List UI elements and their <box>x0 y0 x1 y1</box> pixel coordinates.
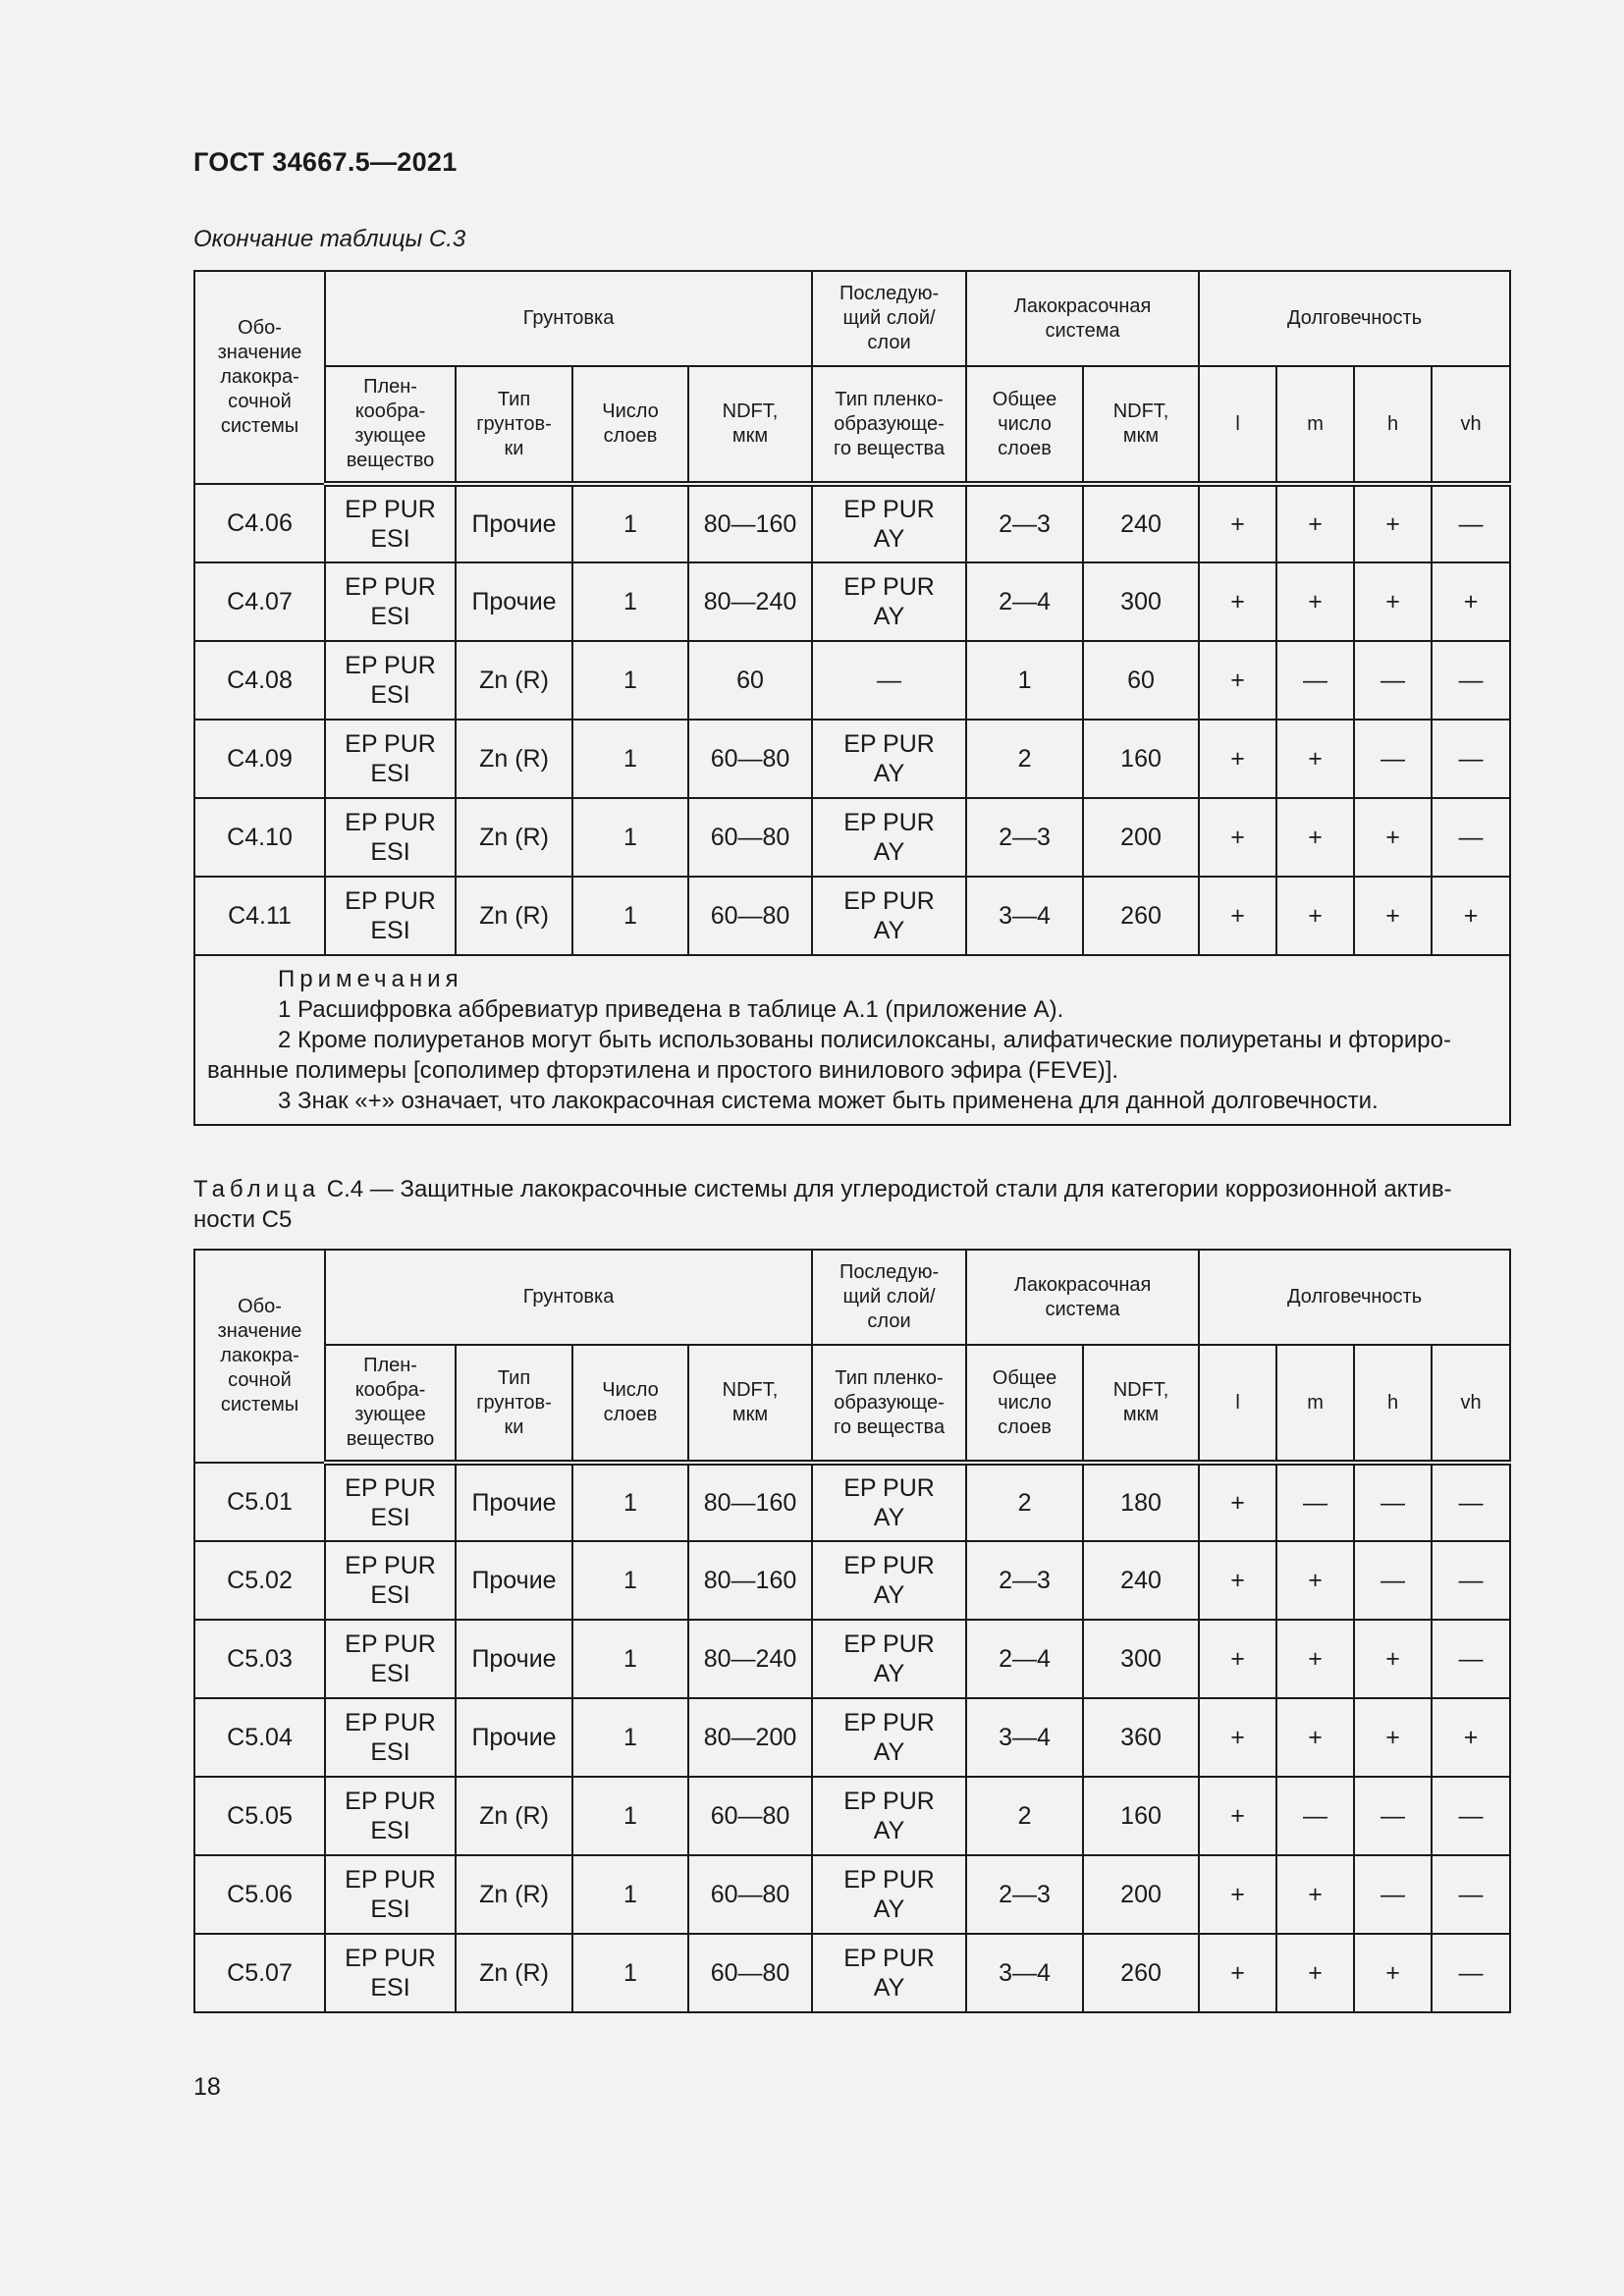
cell-total-ndft: 260 <box>1083 1934 1199 2012</box>
header-total-layers: Общее число слоев <box>966 1345 1083 1463</box>
cell-durability-vh: — <box>1432 1934 1510 2012</box>
cell-durability-vh: — <box>1432 720 1510 798</box>
table-continuation-caption: Окончание таблицы С.3 <box>193 226 466 252</box>
header-durability-vh: vh <box>1432 366 1510 484</box>
cell-durability-h: — <box>1354 1777 1432 1855</box>
cell-subsequent-layer: EP PUR AY <box>812 1777 966 1855</box>
cell-code: C5.04 <box>194 1698 325 1777</box>
table-row <box>194 1541 1510 1620</box>
cell-primer-type: Zn (R) <box>456 720 572 798</box>
cell-primer-type: Zn (R) <box>456 1934 572 2012</box>
cell-durability-m: + <box>1276 484 1354 562</box>
cell-binder: EP PUR ESI <box>325 877 456 955</box>
cell-ndft: 60—80 <box>688 720 812 798</box>
cell-durability-vh: — <box>1432 1620 1510 1698</box>
cell-durability-h: + <box>1354 1934 1432 2012</box>
cell-binder: EP PUR ESI <box>325 484 456 562</box>
cell-layers: 1 <box>572 562 688 641</box>
header-durability-vh: vh <box>1432 1345 1510 1463</box>
cell-durability-vh: — <box>1432 798 1510 877</box>
cell-durability-vh: — <box>1432 1463 1510 1541</box>
cell-durability-h: + <box>1354 798 1432 877</box>
cell-binder: EP PUR ESI <box>325 720 456 798</box>
cell-durability-l: + <box>1199 484 1276 562</box>
cell-durability-m: + <box>1276 1620 1354 1698</box>
cell-layers: 1 <box>572 484 688 562</box>
table-row <box>194 641 1510 720</box>
cell-primer-type: Прочие <box>456 1620 572 1698</box>
cell-layers: 1 <box>572 1620 688 1698</box>
cell-durability-l: + <box>1199 1698 1276 1777</box>
cell-total-layers: 2 <box>966 1463 1083 1541</box>
cell-subsequent-layer: EP PUR AY <box>812 1463 966 1541</box>
header-total-layers: Общее число слоев <box>966 366 1083 484</box>
cell-durability-m: + <box>1276 1541 1354 1620</box>
cell-subsequent-layer: EP PUR AY <box>812 562 966 641</box>
cell-layers: 1 <box>572 1855 688 1934</box>
cell-durability-l: + <box>1199 1541 1276 1620</box>
cell-durability-vh: — <box>1432 641 1510 720</box>
cell-code: C4.11 <box>194 877 325 955</box>
cell-durability-h: + <box>1354 877 1432 955</box>
table-row <box>194 484 1510 562</box>
cell-code: C4.07 <box>194 562 325 641</box>
cell-durability-h: — <box>1354 1541 1432 1620</box>
cell-ndft: 60 <box>688 641 812 720</box>
cell-total-layers: 2—3 <box>966 484 1083 562</box>
cell-subsequent-layer: EP PUR AY <box>812 720 966 798</box>
cell-primer-type: Прочие <box>456 562 572 641</box>
cell-ndft: 60—80 <box>688 798 812 877</box>
cell-primer-type: Zn (R) <box>456 877 572 955</box>
cell-code: C5.02 <box>194 1541 325 1620</box>
header-layers: Число слоев <box>572 366 688 484</box>
cell-durability-m: + <box>1276 562 1354 641</box>
cell-code: C5.05 <box>194 1777 325 1855</box>
header-primer-type: Тип грунтов- ки <box>456 1345 572 1463</box>
table-row <box>194 1463 1510 1541</box>
cell-durability-vh: + <box>1432 562 1510 641</box>
note-3: 3 Знак «+» означает, что лакокрасочная система может быть применена для данной долговечности. <box>278 1088 1379 1114</box>
cell-total-layers: 2—3 <box>966 1541 1083 1620</box>
cell-ndft: 60—80 <box>688 1855 812 1934</box>
header-durability: Долговечность <box>1199 271 1510 366</box>
header-paint-system: Лакокрасочная система <box>966 1250 1199 1345</box>
header-designation: Обо- значение лакокра- сочной системы <box>194 271 325 484</box>
cell-total-layers: 3—4 <box>966 1934 1083 2012</box>
cell-layers: 1 <box>572 1777 688 1855</box>
cell-subsequent-layer: EP PUR AY <box>812 484 966 562</box>
cell-total-layers: 2—4 <box>966 562 1083 641</box>
cell-subsequent-layer: EP PUR AY <box>812 1541 966 1620</box>
cell-primer-type: Прочие <box>456 1541 572 1620</box>
cell-durability-h: — <box>1354 1463 1432 1541</box>
cell-binder: EP PUR ESI <box>325 798 456 877</box>
cell-subsequent-layer: EP PUR AY <box>812 877 966 955</box>
header-primer: Грунтовка <box>325 1250 812 1345</box>
header-durability-l: l <box>1199 366 1276 484</box>
cell-total-ndft: 60 <box>1083 641 1199 720</box>
cell-code: C4.09 <box>194 720 325 798</box>
cell-durability-vh: + <box>1432 1698 1510 1777</box>
cell-ndft: 60—80 <box>688 877 812 955</box>
cell-durability-h: + <box>1354 1698 1432 1777</box>
cell-ndft: 80—240 <box>688 1620 812 1698</box>
cell-durability-m: — <box>1276 1463 1354 1541</box>
cell-primer-type: Zn (R) <box>456 1777 572 1855</box>
cell-durability-h: + <box>1354 484 1432 562</box>
header-subsequent-layer: Последую- щий слой/ слои <box>812 1250 966 1345</box>
cell-total-ndft: 180 <box>1083 1463 1199 1541</box>
cell-total-layers: 2—3 <box>966 798 1083 877</box>
cell-durability-l: + <box>1199 1855 1276 1934</box>
cell-durability-l: + <box>1199 798 1276 877</box>
header-total-ndft: NDFT, мкм <box>1083 1345 1199 1463</box>
cell-subsequent-layer: EP PUR AY <box>812 1698 966 1777</box>
cell-ndft: 60—80 <box>688 1934 812 2012</box>
cell-durability-vh: — <box>1432 1855 1510 1934</box>
cell-durability-m: + <box>1276 1934 1354 2012</box>
cell-total-layers: 1 <box>966 641 1083 720</box>
cell-durability-l: + <box>1199 1777 1276 1855</box>
cell-layers: 1 <box>572 1463 688 1541</box>
header-ndft: NDFT, мкм <box>688 366 812 484</box>
cell-total-ndft: 300 <box>1083 562 1199 641</box>
cell-durability-m: + <box>1276 877 1354 955</box>
header-designation: Обо- значение лакокра- сочной системы <box>194 1250 325 1463</box>
cell-primer-type: Zn (R) <box>456 798 572 877</box>
cell-total-ndft: 260 <box>1083 877 1199 955</box>
cell-durability-l: + <box>1199 641 1276 720</box>
cell-total-ndft: 240 <box>1083 1541 1199 1620</box>
table-row <box>194 1855 1510 1934</box>
cell-layers: 1 <box>572 641 688 720</box>
cell-durability-vh: — <box>1432 484 1510 562</box>
cell-binder: EP PUR ESI <box>325 1698 456 1777</box>
cell-layers: 1 <box>572 798 688 877</box>
cell-total-ndft: 160 <box>1083 720 1199 798</box>
cell-binder: EP PUR ESI <box>325 1620 456 1698</box>
cell-durability-vh: — <box>1432 1541 1510 1620</box>
cell-binder: EP PUR ESI <box>325 1934 456 2012</box>
header-durability: Долговечность <box>1199 1250 1510 1345</box>
cell-total-layers: 3—4 <box>966 1698 1083 1777</box>
cell-code: C5.07 <box>194 1934 325 2012</box>
header-paint-system: Лакокрасочная система <box>966 271 1199 366</box>
cell-durability-vh: + <box>1432 877 1510 955</box>
cell-ndft: 80—160 <box>688 1541 812 1620</box>
cell-primer-type: Zn (R) <box>456 641 572 720</box>
cell-durability-m: + <box>1276 798 1354 877</box>
header-durability-m: m <box>1276 1345 1354 1463</box>
header-primer: Грунтовка <box>325 271 812 366</box>
table-row <box>194 720 1510 798</box>
cell-layers: 1 <box>572 1698 688 1777</box>
header-binder: Плен- кообра- зующее вещество <box>325 366 456 484</box>
cell-layers: 1 <box>572 720 688 798</box>
cell-binder: EP PUR ESI <box>325 562 456 641</box>
cell-binder: EP PUR ESI <box>325 1855 456 1934</box>
cell-subsequent-layer: — <box>812 641 966 720</box>
table-row <box>194 1934 1510 2012</box>
cell-durability-m: — <box>1276 1777 1354 1855</box>
table-c4-caption-prefix: Таблица <box>193 1176 321 1202</box>
cell-binder: EP PUR ESI <box>325 1777 456 1855</box>
document-title: ГОСТ 34667.5—2021 <box>193 147 458 177</box>
cell-layers: 1 <box>572 1934 688 2012</box>
cell-durability-l: + <box>1199 877 1276 955</box>
cell-durability-l: + <box>1199 1463 1276 1541</box>
header-durability-h: h <box>1354 1345 1432 1463</box>
cell-total-ndft: 360 <box>1083 1698 1199 1777</box>
cell-durability-m: + <box>1276 1698 1354 1777</box>
cell-total-ndft: 160 <box>1083 1777 1199 1855</box>
cell-code: C4.06 <box>194 484 325 562</box>
cell-binder: EP PUR ESI <box>325 1463 456 1541</box>
cell-layers: 1 <box>572 1541 688 1620</box>
cell-durability-h: — <box>1354 1855 1432 1934</box>
table-row <box>194 877 1510 955</box>
cell-subsequent-layer: EP PUR AY <box>812 1934 966 2012</box>
cell-primer-type: Zn (R) <box>456 1855 572 1934</box>
table-c4-caption-text: С.4 — Защитные лакокрасочные системы для углеродистой стали для категории коррозионной актив-ности С5 <box>193 1176 1452 1233</box>
cell-subsequent-layer: EP PUR AY <box>812 1620 966 1698</box>
header-binder-type: Тип пленко- образующе- го вещества <box>812 1345 966 1463</box>
header-durability-h: h <box>1354 366 1432 484</box>
note-2: 2 Кроме полиуретанов могут быть использованы полисилоксаны, алифатические полиуретаны и фториро-ванные полимеры [сополимер фторэтилена и простого винилового эфира (FEVE)]. <box>207 1027 1451 1084</box>
cell-binder: EP PUR ESI <box>325 1541 456 1620</box>
cell-durability-m: + <box>1276 720 1354 798</box>
table-row <box>194 1620 1510 1698</box>
cell-primer-type: Прочие <box>456 484 572 562</box>
note-1: 1 Расшифровка аббревиатур приведена в таблице А.1 (приложение А). <box>278 996 1064 1023</box>
cell-code: C4.10 <box>194 798 325 877</box>
table-notes <box>194 955 1510 1125</box>
cell-ndft: 80—160 <box>688 1463 812 1541</box>
cell-layers: 1 <box>572 877 688 955</box>
cell-durability-l: + <box>1199 1934 1276 2012</box>
header-durability-l: l <box>1199 1345 1276 1463</box>
header-ndft: NDFT, мкм <box>688 1345 812 1463</box>
table-c4-caption <box>193 1174 1509 1235</box>
cell-subsequent-layer: EP PUR AY <box>812 1855 966 1934</box>
header-total-ndft: NDFT, мкм <box>1083 366 1199 484</box>
cell-total-ndft: 240 <box>1083 484 1199 562</box>
cell-durability-m: + <box>1276 1855 1354 1934</box>
header-primer-type: Тип грунтов- ки <box>456 366 572 484</box>
cell-durability-h: — <box>1354 720 1432 798</box>
cell-total-layers: 2—3 <box>966 1855 1083 1934</box>
cell-code: C4.08 <box>194 641 325 720</box>
table-row <box>194 562 1510 641</box>
cell-durability-h: + <box>1354 562 1432 641</box>
cell-ndft: 60—80 <box>688 1777 812 1855</box>
cell-ndft: 80—200 <box>688 1698 812 1777</box>
header-binder-type: Тип пленко- образующе- го вещества <box>812 366 966 484</box>
cell-code: C5.06 <box>194 1855 325 1934</box>
cell-durability-l: + <box>1199 720 1276 798</box>
header-durability-m: m <box>1276 366 1354 484</box>
table-row <box>194 1777 1510 1855</box>
notes-heading: Примечания <box>278 966 463 992</box>
cell-primer-type: Прочие <box>456 1698 572 1777</box>
cell-ndft: 80—160 <box>688 484 812 562</box>
table-row <box>194 798 1510 877</box>
cell-total-ndft: 300 <box>1083 1620 1199 1698</box>
cell-total-ndft: 200 <box>1083 1855 1199 1934</box>
header-layers: Число слоев <box>572 1345 688 1463</box>
header-binder: Плен- кообра- зующее вещество <box>325 1345 456 1463</box>
cell-durability-h: — <box>1354 641 1432 720</box>
cell-primer-type: Прочие <box>456 1463 572 1541</box>
cell-durability-l: + <box>1199 1620 1276 1698</box>
cell-total-ndft: 200 <box>1083 798 1199 877</box>
cell-total-layers: 2 <box>966 720 1083 798</box>
cell-total-layers: 2—4 <box>966 1620 1083 1698</box>
cell-code: C5.01 <box>194 1463 325 1541</box>
header-subsequent-layer: Последую- щий слой/ слои <box>812 271 966 366</box>
cell-durability-l: + <box>1199 562 1276 641</box>
cell-total-layers: 3—4 <box>966 877 1083 955</box>
page-number: 18 <box>193 2073 221 2101</box>
cell-durability-m: — <box>1276 641 1354 720</box>
cell-subsequent-layer: EP PUR AY <box>812 798 966 877</box>
cell-total-layers: 2 <box>966 1777 1083 1855</box>
cell-durability-vh: — <box>1432 1777 1510 1855</box>
cell-binder: EP PUR ESI <box>325 641 456 720</box>
cell-ndft: 80—240 <box>688 562 812 641</box>
cell-code: C5.03 <box>194 1620 325 1698</box>
cell-durability-h: + <box>1354 1620 1432 1698</box>
table-row <box>194 1698 1510 1777</box>
table-c3 <box>193 270 1511 1126</box>
table-c4 <box>193 1249 1511 2013</box>
